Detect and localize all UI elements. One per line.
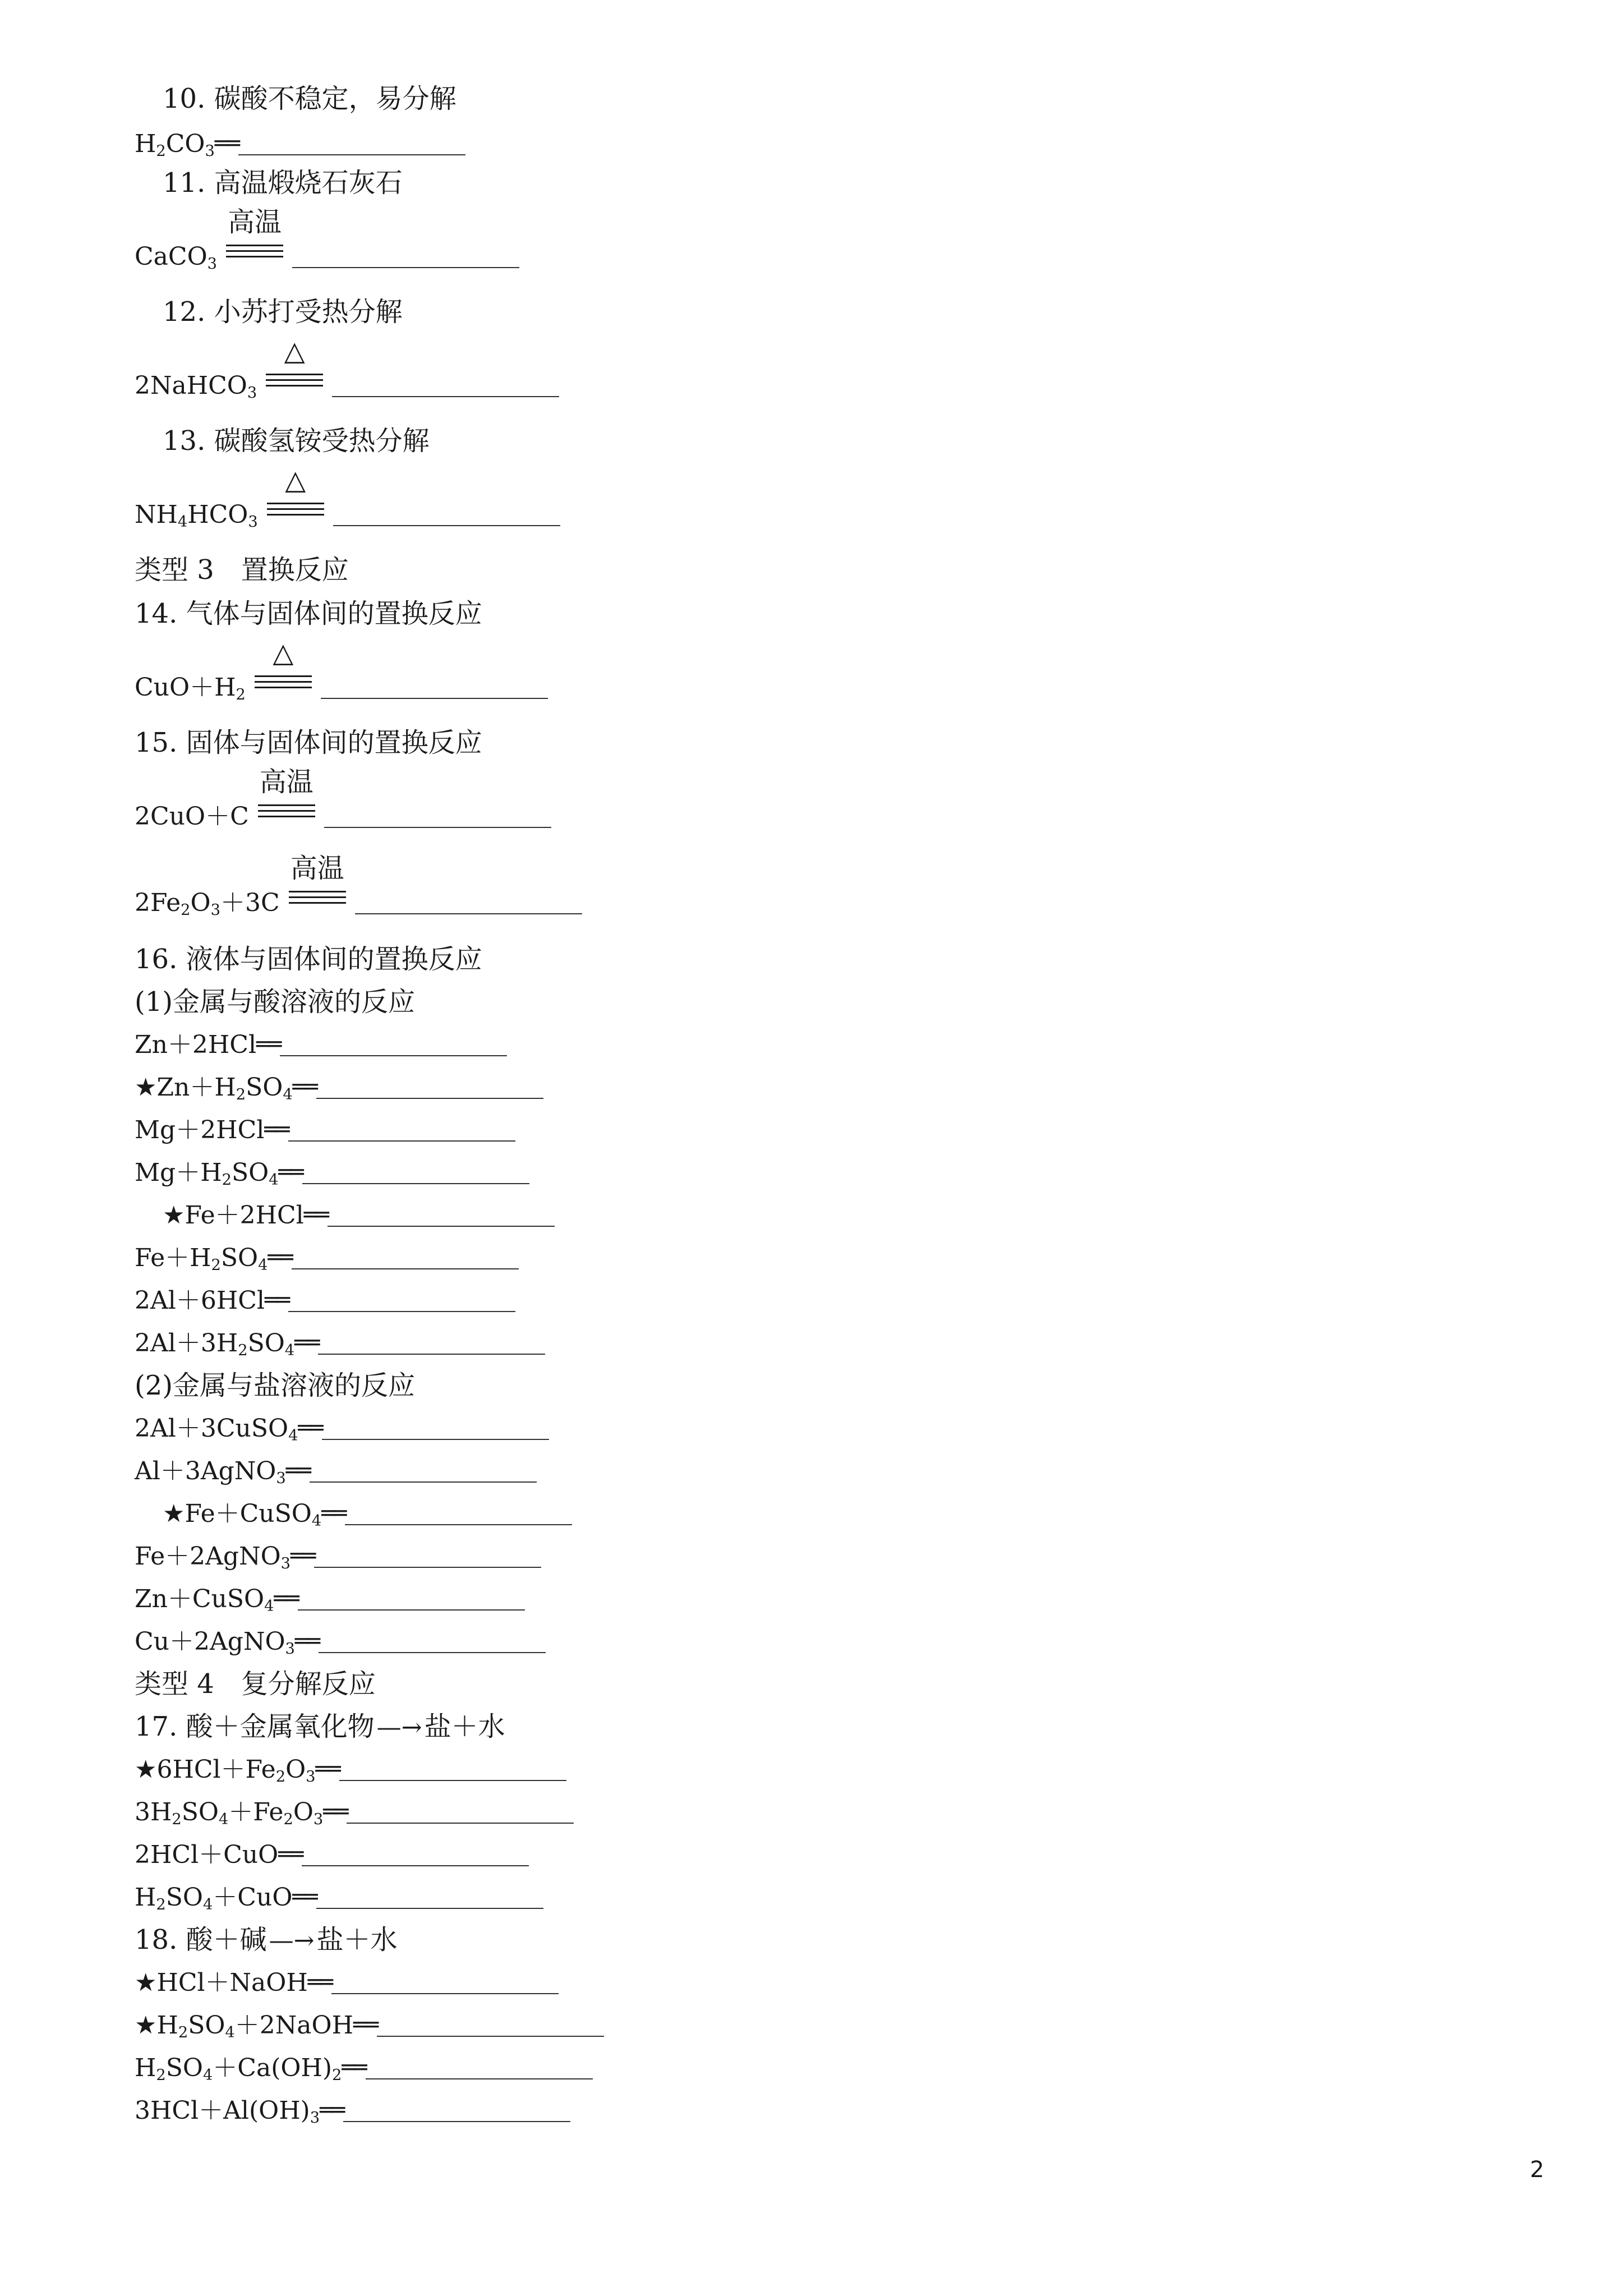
equation-16-al-hcl: 2Al＋6HCl══ xyxy=(135,1283,515,1318)
eq13-lhs: $NH_4HCO_3$ xyxy=(135,500,258,531)
equation-18-hcl-naoh: ★HCl＋NaOH══ xyxy=(135,1966,559,2000)
equation-17-h2so4-fe2o3: $3H_2SO_4+Fe_2O_3══$ xyxy=(135,1795,574,1837)
equation-16-fe-agno3: Fe＋2AgNO$_3$══ xyxy=(135,1539,541,1581)
equation-16-cu-agno3: Cu＋2AgNO$_3$══ xyxy=(135,1625,546,1666)
equation-17-hcl-fe2o3: $★6HCl+Fe_2O_3══$ xyxy=(135,1752,566,1794)
star-marker: ★ xyxy=(135,1968,157,1997)
eq14-lhs: $CuO+H_2$ xyxy=(135,673,246,703)
equation-16-zn-hcl: Zn＋2HCl══ xyxy=(135,1028,507,1062)
equation-11 xyxy=(135,206,519,281)
answer-blank[interactable] xyxy=(314,1544,541,1568)
subheading-16-2: (2)金属与盐溶液的反应 xyxy=(135,1370,415,1401)
condition-label: △ xyxy=(273,637,294,669)
answer-blank[interactable] xyxy=(316,1075,543,1099)
equation-16-mg-h2so4: $Mg+H_2SO_4══$ xyxy=(135,1156,529,1197)
condition-label: △ xyxy=(285,464,306,496)
condition-high-temp xyxy=(224,206,285,266)
answer-blank[interactable] xyxy=(339,1757,566,1781)
eq15b-lhs: $2Fe_2O_3+3C$ xyxy=(135,889,280,919)
eq10-lhs: $H_2CO_3$ xyxy=(135,130,215,160)
equation-18-hcl-aloh3: $3HCl+Al(OH)_3══$ xyxy=(135,2093,570,2135)
subheading-16-1: (1)金属与酸溶液的反应 xyxy=(135,986,415,1018)
equation-17-hcl-cuo: 2HCl＋CuO══ xyxy=(135,1838,529,1872)
page-number: 2 xyxy=(1530,2157,1544,2183)
answer-blank[interactable] xyxy=(302,1161,529,1184)
heading-13: 13. 碳酸氢铵受热分解 xyxy=(163,425,430,457)
equation-18-h2so4-naoh: $★H_2SO_4+2NaOH══$ xyxy=(135,2008,604,2050)
arrow-icon: —→ xyxy=(376,1713,422,1742)
equation-13 xyxy=(135,464,560,539)
equation-16-mg-hcl: Mg＋2HCl══ xyxy=(135,1113,515,1147)
equation-16-fe-cuso4: ★Fe＋CuSO$_4$══ xyxy=(163,1497,572,1538)
answer-blank[interactable] xyxy=(328,1203,555,1227)
heading-17: 17. 酸＋金属氧化物—→盐＋水 xyxy=(135,1710,505,1745)
answer-blank[interactable] xyxy=(292,1246,519,1269)
star-marker: ★ xyxy=(135,1073,157,1102)
condition-heat xyxy=(264,335,325,395)
answer-blank[interactable] xyxy=(288,1289,515,1312)
equation-17-h2so4-cuo: $H_2SO_4+CuO══$ xyxy=(135,1880,543,1922)
answer-blank[interactable] xyxy=(319,1630,546,1653)
answer-blank[interactable] xyxy=(292,245,519,268)
arrow-icon: —→ xyxy=(269,1926,315,1955)
condition-label: 高温 xyxy=(290,853,344,884)
equation-15b xyxy=(135,853,582,927)
heading-11: 11. 高温煅烧石灰石 xyxy=(163,167,403,199)
eq12-lhs: 2NaHCO$_3$ xyxy=(135,371,257,402)
heading-16: 16. 液体与固体间的置换反应 xyxy=(135,944,482,975)
condition-heat xyxy=(252,637,314,697)
heading-14: 14. 气体与固体间的置换反应 xyxy=(135,598,482,629)
condition-heat xyxy=(265,464,326,524)
condition-high-temp xyxy=(256,766,317,826)
answer-blank[interactable] xyxy=(331,1971,559,1994)
answer-blank[interactable] xyxy=(318,1331,545,1355)
answer-blank[interactable] xyxy=(280,1033,507,1056)
equation-14 xyxy=(135,637,548,712)
answer-blank[interactable] xyxy=(377,2013,604,2037)
equation-16-al-agno3: Al＋3AgNO$_3$══ xyxy=(135,1454,537,1496)
star-marker: ★ xyxy=(135,1755,157,1784)
answer-blank[interactable] xyxy=(366,2056,593,2079)
answer-blank[interactable] xyxy=(333,503,560,526)
answer-blank[interactable] xyxy=(332,374,559,397)
answer-blank[interactable] xyxy=(355,891,582,914)
equation-16-al-cuso4: 2Al＋3CuSO$_4$══ xyxy=(135,1411,549,1453)
answer-blank[interactable] xyxy=(316,1885,543,1909)
answer-blank[interactable] xyxy=(310,1459,537,1483)
section-type-3: 类型 3 置换反应 xyxy=(135,554,349,586)
equation-15a xyxy=(135,766,551,834)
answer-blank[interactable] xyxy=(298,1587,525,1611)
answer-blank[interactable] xyxy=(322,1416,549,1440)
condition-label: 高温 xyxy=(227,206,282,238)
equals-sign: ══ xyxy=(214,131,239,157)
condition-label: △ xyxy=(284,335,305,367)
answer-blank[interactable] xyxy=(345,1502,572,1525)
heading-15: 15. 固体与固体间的置换反应 xyxy=(135,727,482,758)
heading-18: 18. 酸＋碱—→盐＋水 xyxy=(135,1923,398,1958)
equation-18-h2so4-caoh2: $H_2SO_4+Ca(OH)_2══$ xyxy=(135,2051,593,2092)
answer-blank[interactable] xyxy=(288,1118,515,1142)
answer-blank[interactable] xyxy=(302,1843,529,1866)
answer-blank[interactable] xyxy=(238,132,465,155)
heading-10: 10. 碳酸不稳定，易分解 xyxy=(163,83,457,114)
star-marker: ★ xyxy=(135,2011,157,2040)
equation-16-zn-cuso4: Zn＋CuSO$_4$══ xyxy=(135,1582,525,1623)
answer-blank[interactable] xyxy=(321,675,548,699)
equation-16-zn-h2so4: $★Zn+H_2SO_4══$ xyxy=(135,1070,543,1112)
eq15a-lhs: 2CuO＋C xyxy=(135,802,249,831)
condition-high-temp xyxy=(287,853,348,912)
equation-12 xyxy=(135,335,559,410)
answer-blank[interactable] xyxy=(324,804,551,828)
answer-blank[interactable] xyxy=(343,2099,570,2122)
answer-blank[interactable] xyxy=(347,1800,574,1824)
heading-12: 12. 小苏打受热分解 xyxy=(163,296,403,328)
equation-10 xyxy=(135,127,465,168)
eq11-lhs: CaCO$_3$ xyxy=(135,242,217,273)
star-marker: ★ xyxy=(163,1201,185,1230)
section-type-4: 类型 4 复分解反应 xyxy=(135,1668,376,1700)
equation-16-fe-h2so4: $Fe+H_2SO_4══$ xyxy=(135,1241,519,1282)
equation-16-fe-hcl: ★Fe＋2HCl══ xyxy=(163,1198,555,1232)
equation-16-al-h2so4: $2Al+3H_2SO_4══$ xyxy=(135,1326,545,1368)
condition-label: 高温 xyxy=(259,766,313,798)
star-marker: ★ xyxy=(163,1499,185,1528)
